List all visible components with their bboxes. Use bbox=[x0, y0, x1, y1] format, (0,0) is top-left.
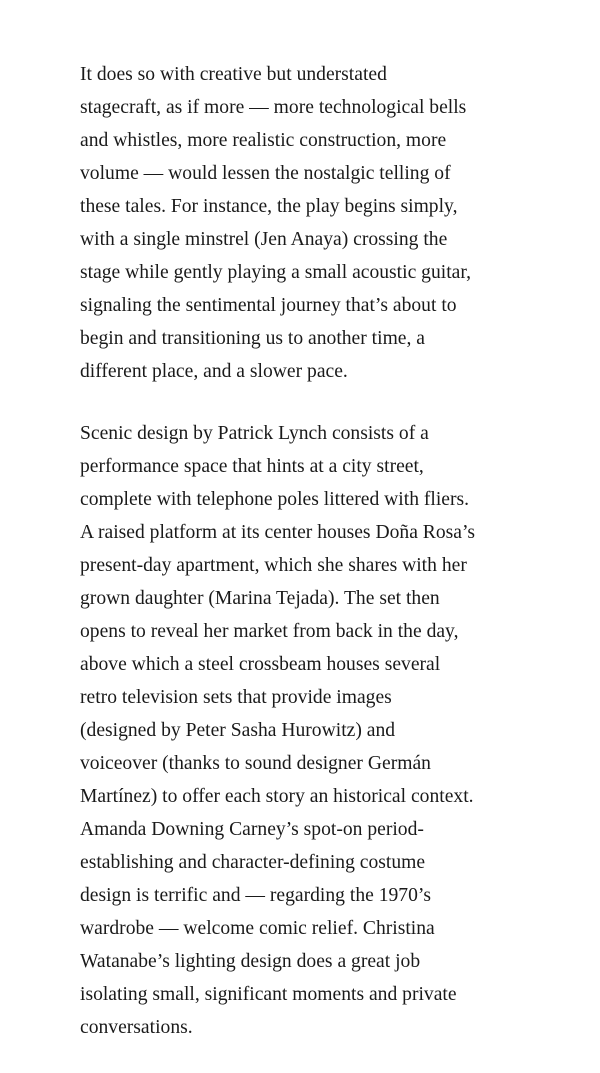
text-line: stagecraft, as if more — more technological bells bbox=[80, 97, 467, 118]
text-line: begin and transitioning us to another time, a bbox=[80, 328, 425, 349]
paragraph-stagecraft bbox=[80, 58, 560, 388]
text-line: voiceover (thanks to sound designer Germán bbox=[80, 753, 431, 774]
text-line: Amanda Downing Carney’s spot-on period- bbox=[80, 819, 424, 840]
text-line: isolating small, significant moments and private bbox=[80, 984, 457, 1005]
text-line: signaling the sentimental journey that’s about to bbox=[80, 295, 457, 316]
text-line: performance space that hints at a city street, bbox=[80, 456, 424, 477]
text-line: (designed by Peter Sasha Hurowitz) and bbox=[80, 720, 396, 741]
text-line: volume — would lessen the nostalgic telling of bbox=[80, 163, 451, 184]
text-line: Martínez) to offer each story an historical context. bbox=[80, 786, 474, 807]
text-line: above which a steel crossbeam houses several bbox=[80, 654, 441, 675]
text-line: present-day apartment, which she shares with her bbox=[80, 555, 467, 576]
text-line: It does so with creative but understated bbox=[80, 64, 387, 85]
text-line: A raised platform at its center houses Doña Rosa’s bbox=[80, 522, 476, 543]
text-line: establishing and character-defining costume bbox=[80, 852, 426, 873]
text-line: design is terrific and — regarding the 1970’s bbox=[80, 885, 431, 906]
text-line: grown daughter (Marina Tejada). The set then bbox=[80, 588, 440, 609]
text-line: wardrobe — welcome comic relief. Christina bbox=[80, 918, 435, 939]
text-line: stage while gently playing a small acoustic guitar, bbox=[80, 262, 471, 283]
text-line: these tales. For instance, the play begins simply, bbox=[80, 196, 458, 217]
text-line: Scenic design by Patrick Lynch consists of a bbox=[80, 423, 429, 444]
text-line: with a single minstrel (Jen Anaya) crossing the bbox=[80, 229, 448, 250]
text-line: and whistles, more realistic construction, more bbox=[80, 130, 447, 151]
text-line: retro television sets that provide images bbox=[80, 687, 392, 708]
text-line: conversations. bbox=[80, 1017, 193, 1038]
paragraph-scenic-design bbox=[80, 417, 560, 1044]
article-body bbox=[80, 58, 560, 1073]
text-line: complete with telephone poles littered with fliers. bbox=[80, 489, 470, 510]
text-line: Watanabe’s lighting design does a great job bbox=[80, 951, 421, 972]
text-line: opens to reveal her market from back in the day, bbox=[80, 621, 459, 642]
text-line: different place, and a slower pace. bbox=[80, 361, 348, 382]
